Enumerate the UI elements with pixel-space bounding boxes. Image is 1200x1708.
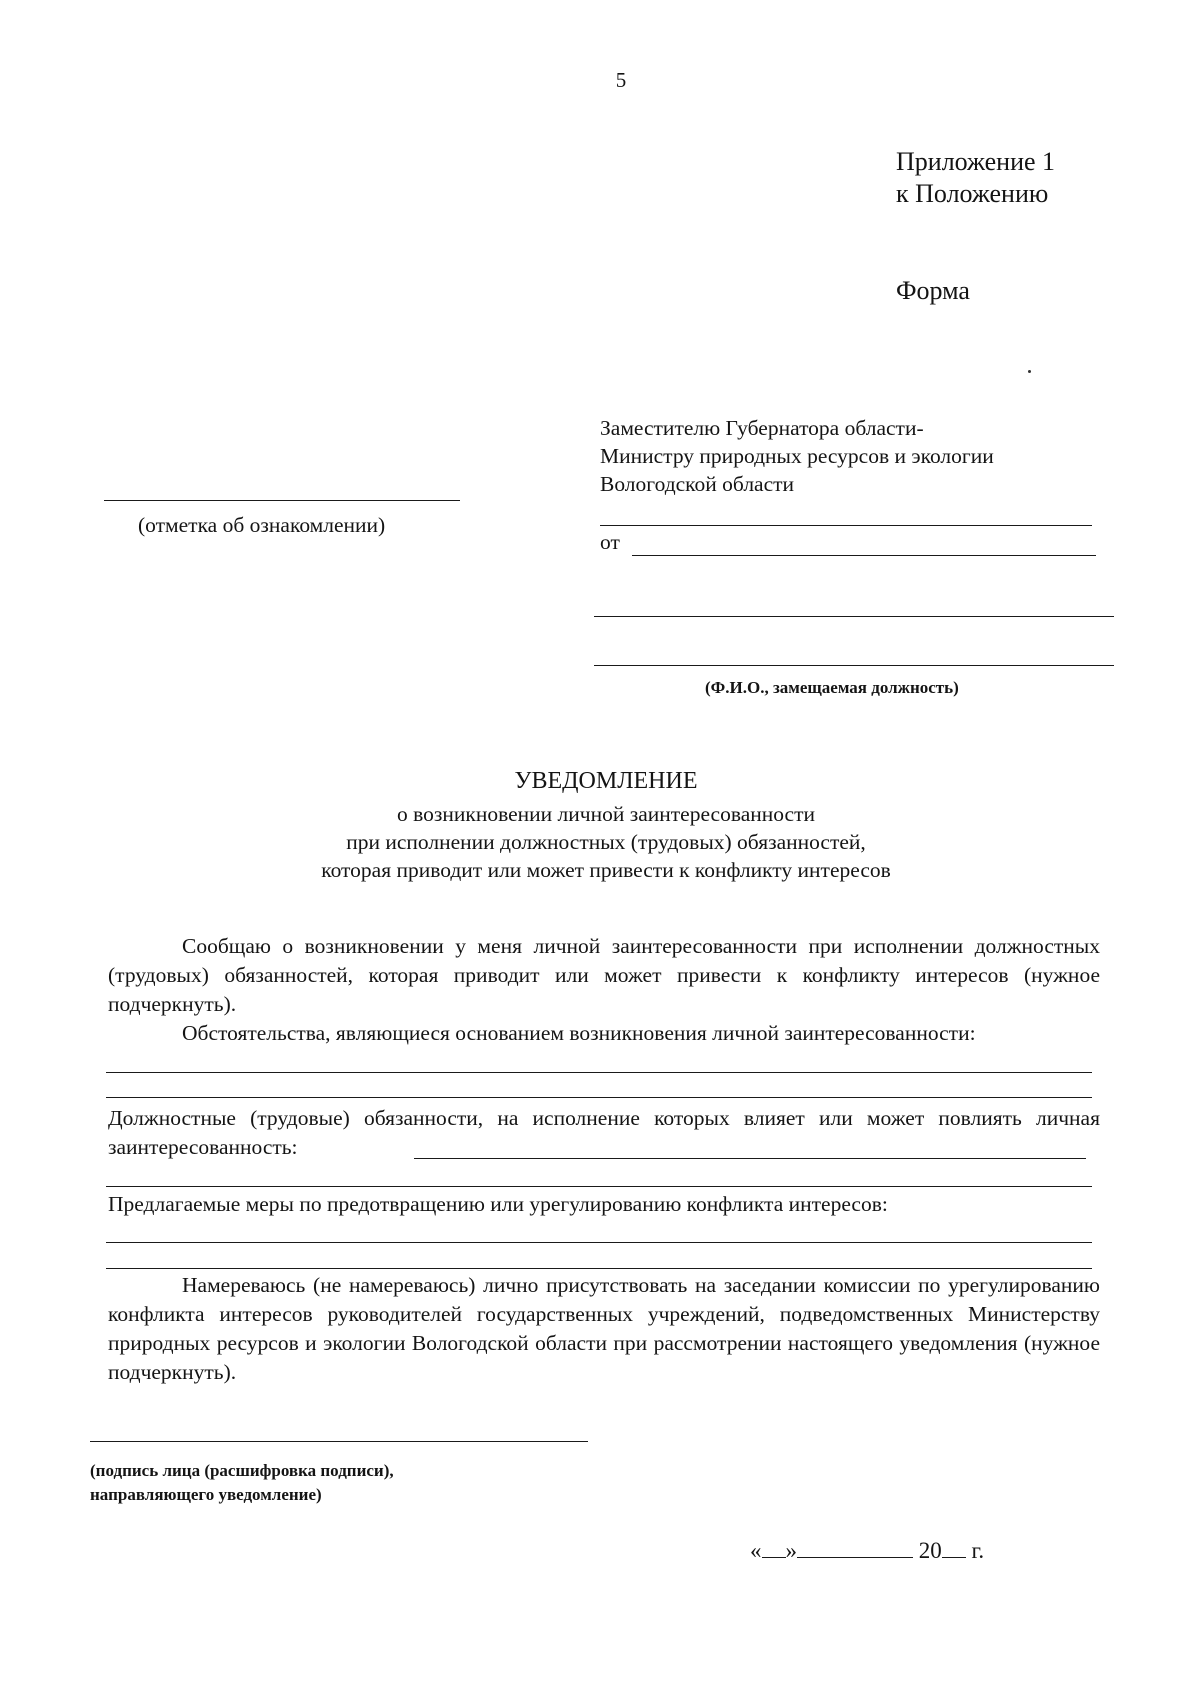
duties-line-2 — [106, 1186, 1092, 1187]
fio-caption: (Ф.И.О., замещаемая должность) — [705, 678, 959, 697]
subtitle-line-3: которая приводит или может привести к конфликту интересов — [321, 858, 891, 882]
notification-paragraph: Сообщаю о возникновении у меня личной заинтересованности при исполнении должностных (трудовых) обязанностей, которая приводит или может привести к конфликту интересов (нужное подчеркнуть). — [108, 934, 1100, 1016]
addressee-block — [600, 414, 994, 498]
subtitle-line-2: при исполнении должностных (трудовых) обязанностей, — [346, 830, 866, 854]
measures-label: Предлагаемые меры по предотвращению или урегулированию конфликта интересов: — [108, 1192, 888, 1216]
circumstances-line-2 — [106, 1097, 1092, 1098]
document-subtitle — [0, 800, 1200, 884]
appendix-number: Приложение 1 — [896, 147, 1056, 176]
duties-label: Должностные (трудовые) обязанности, на исполнение которых влияет или может повлиять личная заинтересованность: — [108, 1106, 1100, 1159]
year-blank — [942, 1537, 966, 1558]
date-field — [750, 1537, 984, 1564]
signature-line — [90, 1441, 588, 1442]
day-blank — [762, 1537, 786, 1558]
form-label: Форма — [896, 276, 970, 305]
year-suffix: г. — [971, 1538, 985, 1563]
signature-caption-line-2: направляющего уведомление) — [90, 1485, 322, 1504]
month-blank — [797, 1537, 913, 1558]
duties-answer-line — [414, 1158, 1086, 1159]
acknowledgement-line — [104, 500, 460, 501]
intention-paragraph: Намереваюсь (не намереваюсь) лично присутствовать на заседании комиссии по урегулированию конфликта интересов руководителей государственных учреждений, подведомственных Министерству природных ресурсов и экологии Вологодской области при рассмотрении настоящего уведомления (нужное подчеркнуть). — [108, 1273, 1100, 1384]
measures-line-1 — [106, 1242, 1092, 1243]
signature-caption-line-1: (подпись лица (расшифровка подписи), — [90, 1461, 394, 1480]
signature-caption — [90, 1459, 394, 1507]
circumstances-line-1 — [106, 1072, 1092, 1073]
addressee-line-1: Заместителю Губернатора области- — [600, 416, 924, 440]
acknowledgement-caption: (отметка об ознакомлении) — [138, 513, 386, 537]
fio-line-2 — [594, 665, 1114, 666]
from-label: от — [600, 530, 620, 554]
page-number: 5 — [615, 68, 627, 92]
date-close-quote: » — [785, 1538, 797, 1563]
appendix-header — [896, 146, 1055, 210]
from-name-line — [632, 555, 1096, 556]
appendix-reference: к Положению — [896, 179, 1049, 208]
subtitle-line-1: о возникновении личной заинтересованности — [397, 802, 815, 826]
measures-line-2 — [106, 1268, 1092, 1269]
fio-line-1 — [594, 616, 1114, 617]
date-open-quote: « — [750, 1538, 762, 1563]
circumstances-label: Обстоятельства, являющиеся основанием возникновения личной заинтересованности: — [182, 1021, 976, 1045]
scan-speck — [1028, 370, 1031, 373]
addressee-line-3: Вологодской области — [600, 472, 795, 496]
document-title: УВЕДОМЛЕНИЕ — [514, 768, 698, 794]
addressee-name-line — [600, 525, 1092, 526]
year-prefix: 20 — [918, 1538, 942, 1563]
addressee-line-2: Министру природных ресурсов и экологии — [600, 444, 994, 468]
